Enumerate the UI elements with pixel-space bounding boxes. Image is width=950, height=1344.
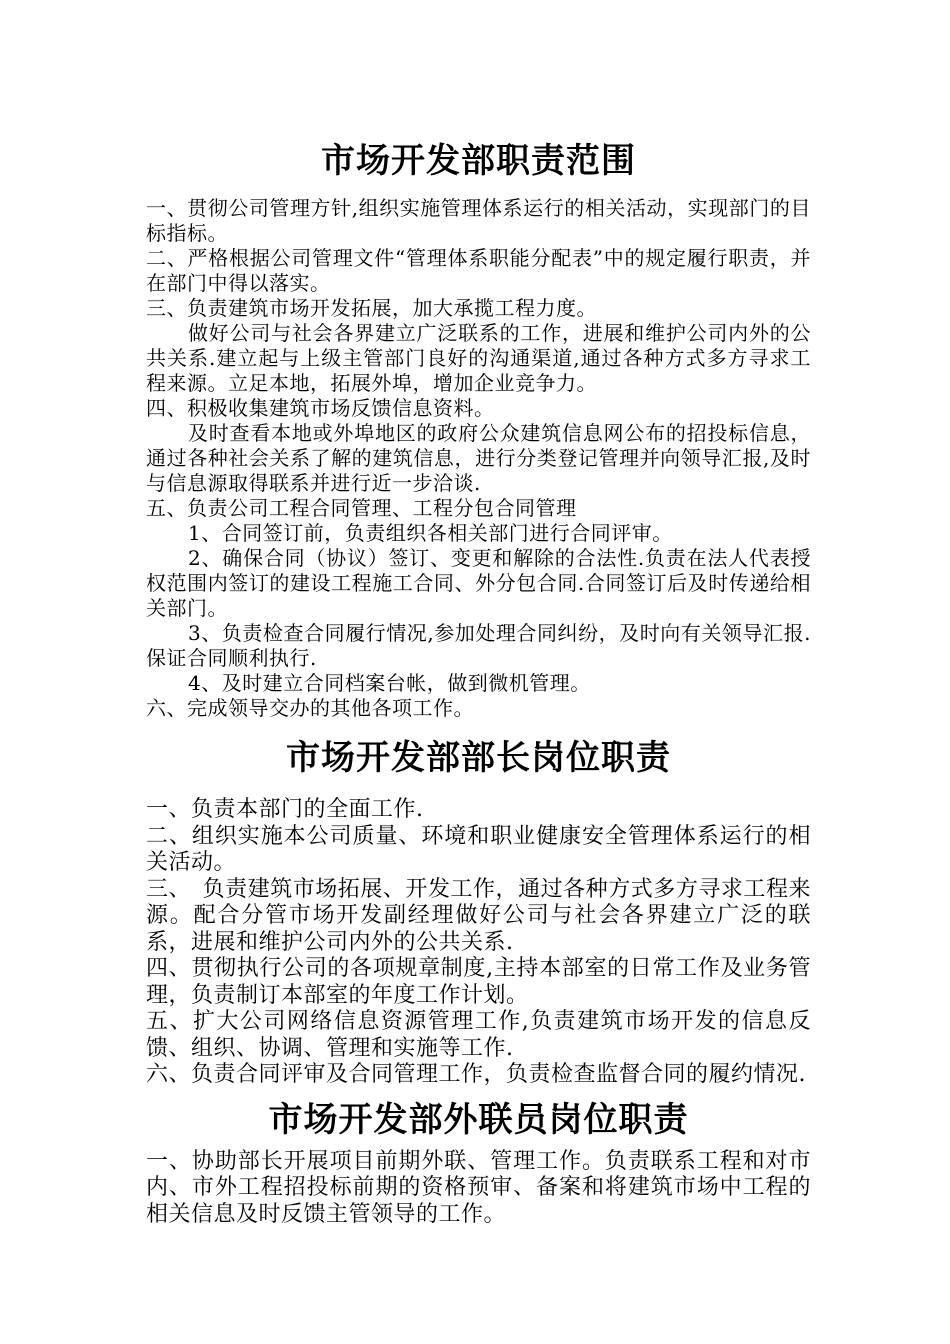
paragraph: 做好公司与社会各界建立广泛联系的工作，进展和维护公司内外的公共关系.建立起与上级主管部门良好的沟通渠道,通过各种方式多方寻求工程来源。立足本地，拓展外埠，增加企业竞争力。	[146, 321, 811, 395]
section-liaison-duties	[146, 1097, 811, 1229]
paragraph: 四、贯彻执行公司的各项规章制度,主持本部室的日常工作及业务管理，负责制订本部室的年度工作计划。	[146, 956, 811, 1008]
paragraph: 三、负责建筑市场开发拓展，加大承揽工程力度。	[146, 296, 597, 320]
paragraph: 4、及时建立合同档案台帐，做到微机管理。	[188, 671, 591, 695]
section-title: 市场开发部外联员岗位职责	[268, 1099, 689, 1140]
paragraph: 及时查看本地或外埠地区的政府公众建筑信息网公布的招投标信息，通过各种社会关系了解的建筑信息，进行分类登记管理并向领导汇报,及时与信息源取得联系并进行近一步洽谈.	[146, 421, 811, 495]
paragraph: 一、负责本部门的全面工作.	[146, 797, 424, 822]
section-title: 市场开发部职责范围	[321, 141, 636, 181]
section-scope	[146, 138, 811, 721]
paragraph: 1、合同签订前，负责组织各相关部门进行合同评审。	[188, 521, 673, 545]
paragraph: 2、确保合同（协议）签订、变更和解除的合法性.负责在法人代表授权范围内签订的建设工程施工合同、外分包合同.合同签订后及时传递给相关部门。	[146, 546, 811, 620]
paragraph: 六、负责合同评审及合同管理工作，负责检查监督合同的履约情况.	[146, 1062, 806, 1087]
section-title: 市场开发部部长岗位职责	[286, 738, 671, 778]
paragraph: 五、扩大公司网络信息资源管理工作,负责建筑市场开发的信息反馈、组织、协调、管理和实施等工作.	[146, 1009, 811, 1061]
paragraph: 六、完成领导交办的其他各项工作。	[146, 696, 474, 720]
document-page	[146, 138, 811, 1228]
paragraph: 三、 负责建筑市场拓展、开发工作，通过各种方式多方寻求工程来源。配合分管市场开发副经理做好公司与社会各界建立广泛的联系，进展和维护公司内外的公共关系.	[146, 876, 811, 955]
paragraph: 一、协助部长开展项目前期外联、管理工作。负责联系工程和对市内、市外工程招投标前期的资格预审、备案和将建筑市场中工程的相关信息及时反馈主管领导的工作。	[146, 1148, 811, 1227]
paragraph: 一、贯彻公司管理方针,组织实施管理体系运行的相关活动，实现部门的目标指标。	[146, 196, 811, 245]
paragraph: 二、组织实施本公司质量、环境和职业健康安全管理体系运行的相关活动。	[146, 823, 811, 875]
section-director-duties	[146, 735, 811, 1089]
paragraph: 二、严格根据公司管理文件“管理体系职能分配表”中的规定履行职责，并在部门中得以落实。	[146, 246, 811, 295]
paragraph: 3、负责检查合同履行情况,参加处理合同纠纷，及时向有关领导汇报.保证合同顺利执行.	[146, 621, 811, 670]
paragraph: 五、负责公司工程合同管理、工程分包合同管理	[146, 496, 577, 520]
paragraph: 四、积极收集建筑市场反馈信息资料。	[146, 396, 495, 420]
